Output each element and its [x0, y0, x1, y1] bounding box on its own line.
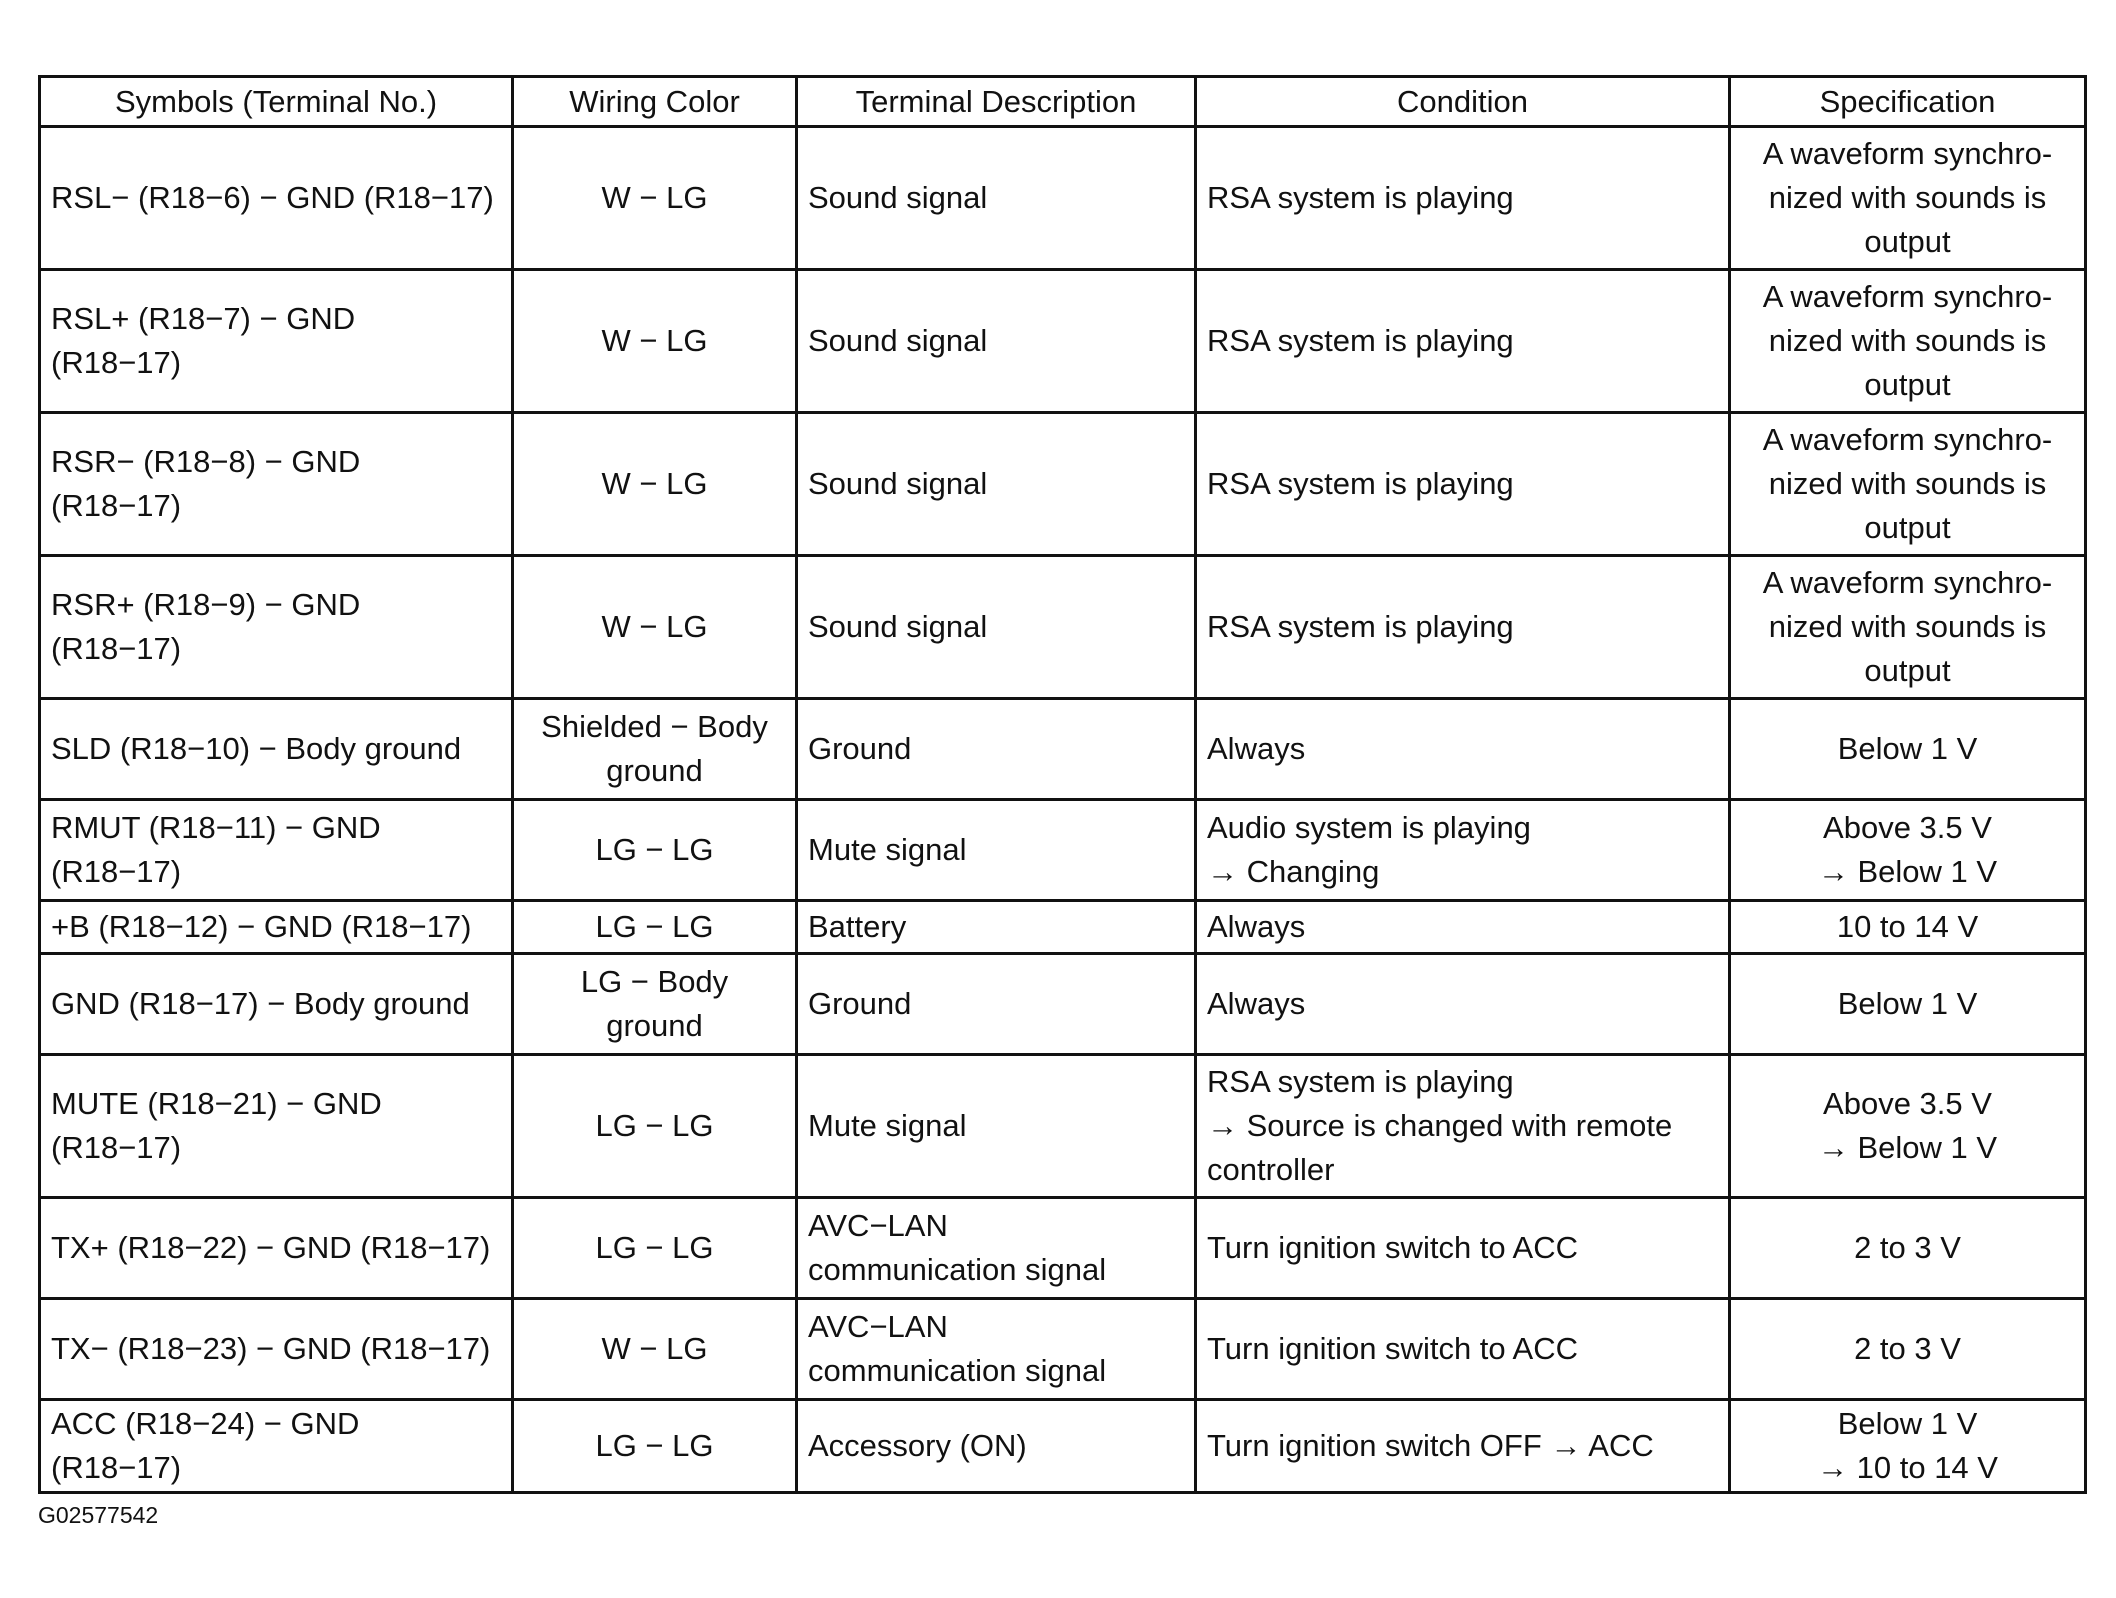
cell-description: Sound signal [797, 270, 1196, 413]
cell-wiring-color: LG − Body ground [513, 954, 797, 1055]
cell-wiring-color: LG − LG [513, 1198, 797, 1299]
cell-description: AVC−LAN communication signal [797, 1198, 1196, 1299]
terminal-inspection-table [38, 75, 2087, 1494]
cell-specification: 10 to 14 V [1730, 901, 2086, 954]
header-row [40, 77, 2086, 127]
cell-condition: Turn ignition switch OFF → ACC [1196, 1400, 1730, 1493]
cell-symbol: TX− (R18−23) − GND (R18−17) [40, 1299, 513, 1400]
cell-symbol: ACC (R18−24) − GND (R18−17) [40, 1400, 513, 1493]
table-row [40, 901, 2086, 954]
cell-symbol: RMUT (R18−11) − GND (R18−17) [40, 800, 513, 901]
cell-specification: Below 1 V [1730, 954, 2086, 1055]
figure-id: G02577542 [38, 1502, 159, 1528]
cell-wiring-color: Shielded − Body ground [513, 699, 797, 800]
cell-wiring-color: W − LG [513, 1299, 797, 1400]
table-row [40, 127, 2086, 270]
cell-symbol: RSL− (R18−6) − GND (R18−17) [40, 127, 513, 270]
cell-symbol: GND (R18−17) − Body ground [40, 954, 513, 1055]
cell-wiring-color: LG − LG [513, 1400, 797, 1493]
cell-specification: A waveform synchro- nized with sounds is output [1730, 556, 2086, 699]
cell-description: Mute signal [797, 1055, 1196, 1198]
table-row [40, 556, 2086, 699]
cell-condition: Audio system is playing → Changing [1196, 800, 1730, 901]
header-symbols: Symbols (Terminal No.) [40, 77, 513, 127]
cell-condition: Always [1196, 901, 1730, 954]
cell-specification: Below 1 V → 10 to 14 V [1730, 1400, 2086, 1493]
cell-symbol: RSR− (R18−8) − GND (R18−17) [40, 413, 513, 556]
cell-description: Battery [797, 901, 1196, 954]
cell-description: Mute signal [797, 800, 1196, 901]
table-row [40, 413, 2086, 556]
cell-symbol: MUTE (R18−21) − GND (R18−17) [40, 1055, 513, 1198]
cell-condition: Always [1196, 954, 1730, 1055]
cell-specification: A waveform synchro- nized with sounds is output [1730, 270, 2086, 413]
table-row [40, 270, 2086, 413]
cell-symbol: RSR+ (R18−9) − GND (R18−17) [40, 556, 513, 699]
cell-symbol: TX+ (R18−22) − GND (R18−17) [40, 1198, 513, 1299]
cell-specification: 2 to 3 V [1730, 1299, 2086, 1400]
table-row [40, 800, 2086, 901]
header-specification: Specification [1730, 77, 2086, 127]
cell-wiring-color: W − LG [513, 270, 797, 413]
table-row [40, 954, 2086, 1055]
cell-symbol: +B (R18−12) − GND (R18−17) [40, 901, 513, 954]
cell-wiring-color: W − LG [513, 127, 797, 270]
cell-description: Ground [797, 954, 1196, 1055]
cell-description: Ground [797, 699, 1196, 800]
header-wiring-color: Wiring Color [513, 77, 797, 127]
cell-description: AVC−LAN communication signal [797, 1299, 1196, 1400]
cell-wiring-color: W − LG [513, 413, 797, 556]
cell-condition: RSA system is playing [1196, 127, 1730, 270]
cell-symbol: RSL+ (R18−7) − GND (R18−17) [40, 270, 513, 413]
cell-condition: Turn ignition switch to ACC [1196, 1299, 1730, 1400]
cell-description: Sound signal [797, 413, 1196, 556]
cell-description: Sound signal [797, 127, 1196, 270]
cell-specification: A waveform synchro- nized with sounds is output [1730, 413, 2086, 556]
cell-condition: Turn ignition switch to ACC [1196, 1198, 1730, 1299]
cell-condition: Always [1196, 699, 1730, 800]
cell-wiring-color: LG − LG [513, 800, 797, 901]
cell-condition: RSA system is playing [1196, 556, 1730, 699]
table-row [40, 699, 2086, 800]
cell-specification: 2 to 3 V [1730, 1198, 2086, 1299]
table-row [40, 1198, 2086, 1299]
cell-condition: RSA system is playing [1196, 413, 1730, 556]
header-terminal-description: Terminal Description [797, 77, 1196, 127]
header-condition: Condition [1196, 77, 1730, 127]
cell-wiring-color: LG − LG [513, 901, 797, 954]
cell-condition: RSA system is playing → Source is changed with remote controller [1196, 1055, 1730, 1198]
table-row [40, 1400, 2086, 1493]
cell-symbol: SLD (R18−10) − Body ground [40, 699, 513, 800]
table-row [40, 1055, 2086, 1198]
cell-specification: Above 3.5 V → Below 1 V [1730, 800, 2086, 901]
cell-specification: Above 3.5 V → Below 1 V [1730, 1055, 2086, 1198]
cell-specification: A waveform synchro- nized with sounds is output [1730, 127, 2086, 270]
cell-wiring-color: LG − LG [513, 1055, 797, 1198]
cell-specification: Below 1 V [1730, 699, 2086, 800]
table-row [40, 1299, 2086, 1400]
cell-condition: RSA system is playing [1196, 270, 1730, 413]
cell-description: Accessory (ON) [797, 1400, 1196, 1493]
cell-wiring-color: W − LG [513, 556, 797, 699]
cell-description: Sound signal [797, 556, 1196, 699]
